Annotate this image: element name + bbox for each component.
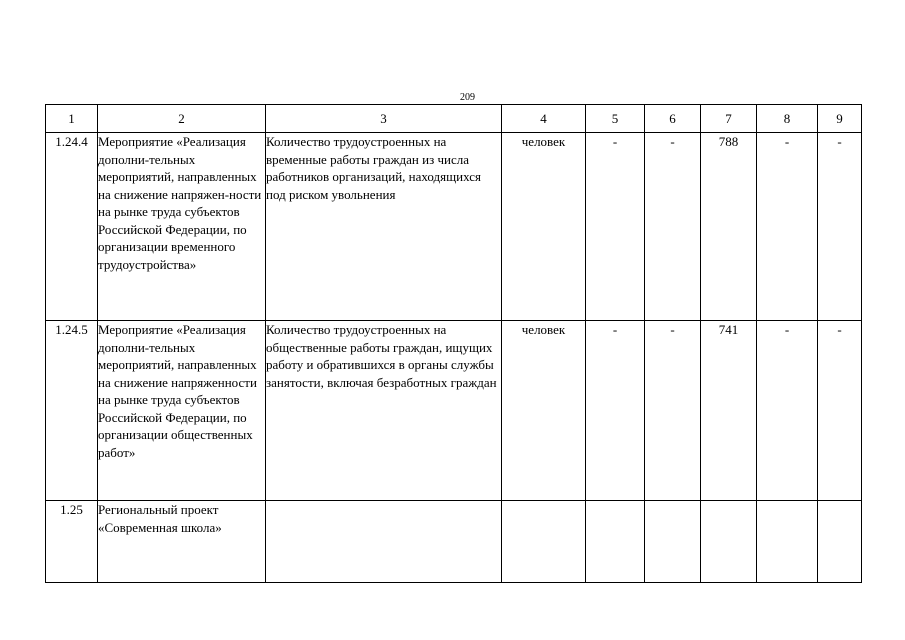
indicator-cell: Количество трудоустроенных на общественные работы граждан, ищущих работу и обратившихся в органы службы занятости, включая безработных граждан (266, 321, 502, 501)
table-row (46, 321, 862, 501)
event-cell: Мероприятие «Реализация дополни-тельных мероприятий, направленных на снижение напряжен-ности на рынке труда субъектов Российской Федерации, по организации временного трудоустройства» (98, 133, 266, 321)
row-id: 1.24.4 (46, 133, 98, 321)
value-cell (818, 501, 862, 583)
unit-cell (502, 501, 586, 583)
value-cell: - (645, 321, 701, 501)
unit-cell: человек (502, 133, 586, 321)
table-row (46, 501, 862, 583)
value-cell: - (818, 133, 862, 321)
table-header-row (46, 105, 862, 133)
row-id: 1.25 (46, 501, 98, 583)
value-cell: 788 (701, 133, 757, 321)
value-cell: - (645, 133, 701, 321)
indicator-cell: Количество трудоустроенных на временные работы граждан из числа работников организаций, находящихся под риском увольнения (266, 133, 502, 321)
event-cell: Региональный проект «Современная школа» (98, 501, 266, 583)
unit-cell: человек (502, 321, 586, 501)
value-cell: - (757, 133, 818, 321)
value-cell (645, 501, 701, 583)
value-cell: - (818, 321, 862, 501)
table-row (46, 133, 862, 321)
column-header: 8 (757, 105, 818, 133)
value-cell: - (757, 321, 818, 501)
column-header: 6 (645, 105, 701, 133)
value-cell (757, 501, 818, 583)
column-header: 2 (98, 105, 266, 133)
value-cell: - (586, 321, 645, 501)
data-table (45, 104, 862, 583)
value-cell: 741 (701, 321, 757, 501)
event-cell: Мероприятие «Реализация дополни-тельных мероприятий, направленных на снижение напряженности на рынке труда субъектов Российской Федерации, по организации общественных работ» (98, 321, 266, 501)
value-cell (586, 501, 645, 583)
column-header: 7 (701, 105, 757, 133)
row-id: 1.24.5 (46, 321, 98, 501)
column-header: 5 (586, 105, 645, 133)
value-cell (701, 501, 757, 583)
column-header: 1 (46, 105, 98, 133)
indicator-cell (266, 501, 502, 583)
page-number: 209 (460, 92, 475, 103)
column-header: 4 (502, 105, 586, 133)
value-cell: - (586, 133, 645, 321)
column-header: 3 (266, 105, 502, 133)
column-header: 9 (818, 105, 862, 133)
